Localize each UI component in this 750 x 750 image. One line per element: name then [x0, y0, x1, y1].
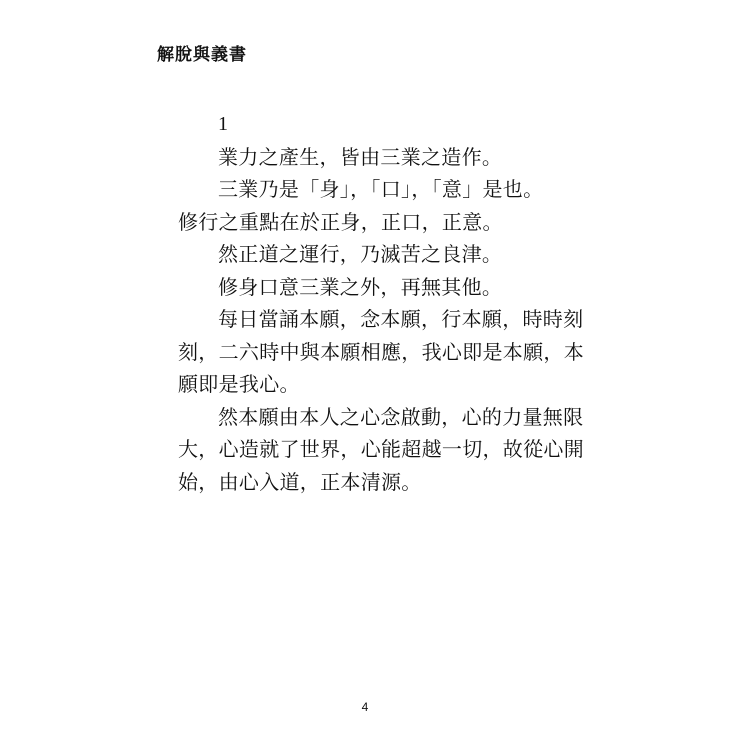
page-body	[178, 108, 584, 498]
paragraph-line: 然正道之運行，乃滅苦之良津。	[218, 242, 503, 266]
paragraph-line: 修身口意三業之外，再無其他。	[218, 274, 503, 299]
paragraph-line: 刻，二六時中與本願相應，我心即是本願，本	[178, 339, 584, 364]
paragraph-line: 每日當誦本願，念本願，行本願，時時刻	[218, 307, 584, 331]
paragraph-line: 大，心造就了世界，心能超越一切，故從心開	[178, 437, 584, 461]
paragraph-line: 修行之重點在於正身，正口，正意。	[178, 209, 503, 234]
paragraph-line: 然本願由本人之心念啟動，心的力量無限	[218, 404, 584, 429]
paragraph-line: 三業乃是「身」，「口」，「意」是也。	[218, 177, 544, 201]
paragraph-line: 始，由心入道，正本清源。	[178, 469, 422, 494]
running-header-title: 解脫與義書	[157, 45, 247, 65]
paragraph-line: 業力之產生，皆由三業之造作。	[218, 144, 503, 169]
page-number: 4	[361, 700, 369, 714]
paragraph-line: 願即是我心。	[178, 372, 300, 396]
section-number: 1	[218, 113, 229, 135]
